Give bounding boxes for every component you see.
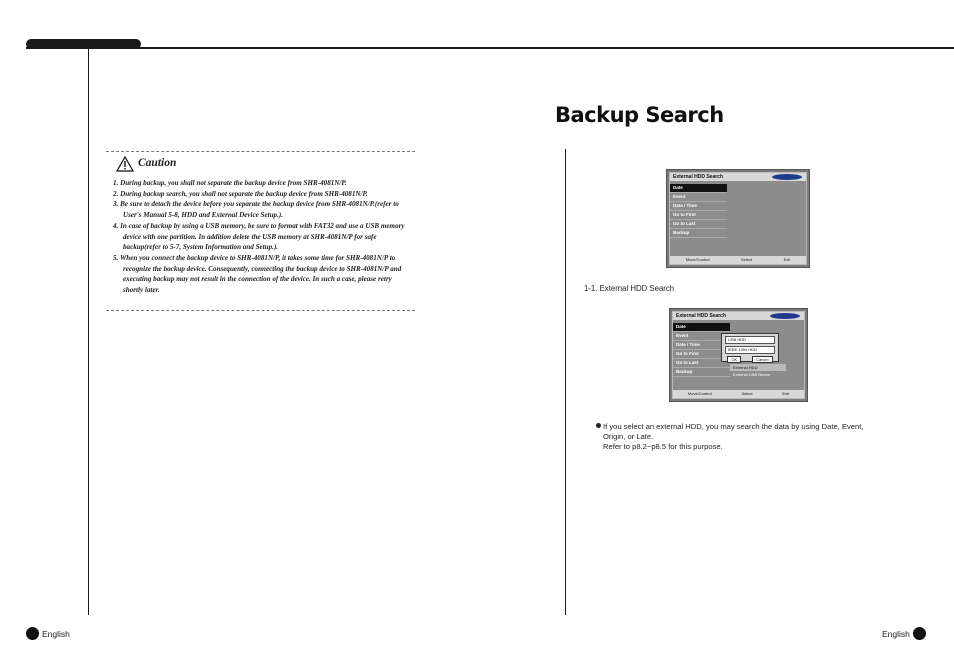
page-title: Backup Search (555, 103, 724, 127)
footer-left (26, 627, 70, 640)
footer-right (882, 627, 926, 640)
samsung-logo-icon (772, 174, 802, 180)
menu-item-go-to-first: Go to First (673, 350, 730, 359)
menu-item-date: Date (673, 323, 730, 332)
caution-box (106, 151, 415, 311)
menu-item-date: Date (670, 184, 727, 193)
left-margin-line (88, 49, 89, 615)
menu-item-go-to-last: Go to Last (670, 220, 727, 229)
footer-move-label: Move/Control (685, 257, 710, 262)
popup-cancel-button: Cancel (752, 356, 772, 363)
menu-item-event: Event (670, 193, 727, 202)
caution-title: Caution (138, 157, 177, 169)
caution-item: 4. In case of backup by using a USB memory, be sure to format with FAT32 and use a USB memory device with one partition. In addition delete the USB memory at SHR-4081N/P for safe backup(refer to 5-7, System Information and Setup.). (113, 221, 405, 252)
backup-submenu (730, 364, 786, 378)
figure-caption: 1-1. External HDD Search (584, 284, 675, 293)
footer-language-right: English (882, 628, 910, 639)
caution-item: 2. During backup search, you shall not separate the backup device from SHR-4081N/P. (113, 189, 368, 198)
menu-item-backup: Backup (670, 229, 727, 238)
note-line-3: Refer to p8.2~p8.5 for this purpose. (603, 442, 723, 452)
popup-ieee-hdd: IEEE 1394 HDD (725, 346, 775, 354)
caution-item: 1. During backup, you shall not separate the backup device from SHR-4081N/P. (113, 179, 347, 187)
popup-usb-hdd: USB HDD (725, 336, 775, 344)
submenu-external-hdd: External HDD (730, 364, 786, 371)
footer-exit-label: Exit (782, 391, 790, 396)
note-paragraph (596, 422, 896, 453)
screen-footer (673, 390, 804, 398)
samsung-logo-icon (770, 313, 800, 319)
screen-footer (670, 256, 806, 264)
submenu-external-usb: External USB Device (733, 372, 771, 377)
header-rule (26, 47, 954, 49)
menu-item-backup: Backup (673, 368, 730, 377)
screenshot-external-hdd-search (666, 169, 810, 268)
device-popup (721, 333, 779, 362)
popup-buttons (722, 356, 778, 363)
screenshot-backup-device-select (669, 308, 808, 402)
screen-title (670, 173, 806, 181)
menu-item-date-time: Date / Time (673, 341, 730, 350)
screen-title-text: External HDD Search (673, 174, 724, 180)
note-line-1: If you select an external HDD, you may search the data by using Date, Event, (603, 422, 864, 431)
footer-select-label: Select (741, 257, 753, 262)
caution-item: 5. When you connect the backup device to SHR-4081N/P, it takes some time for SHR-4081N/P to recognize the backup device. Consequently, connecting the backup device to SHR-4081N/P and executing backup may not result in the connection of the device. In such a case, please retry shortly later. (113, 253, 402, 295)
menu-item-go-to-first: Go to First (670, 211, 727, 220)
caution-header (116, 156, 176, 172)
screen-menu (670, 184, 727, 238)
caution-item: 3. Be sure to detach the device before you separate the backup device from SHR-4081N/P.(refer to User's Manual 5-8, HDD and External Device Setup.). (113, 200, 399, 220)
footer-select-label: Select (741, 391, 753, 396)
right-margin-line (565, 149, 566, 615)
note-line-2: Origin, or Late. (603, 432, 654, 442)
warning-icon (116, 156, 134, 172)
page-dot-icon (26, 627, 39, 640)
screen-title-text: External HDD Search (676, 313, 727, 319)
footer-language-left: English (42, 628, 70, 639)
popup-ok-button: OK (727, 356, 741, 363)
bullet-icon (596, 423, 601, 428)
menu-item-event: Event (673, 332, 730, 341)
footer-exit-label: Exit (783, 257, 791, 262)
page-dot-icon (913, 627, 926, 640)
caution-list (113, 178, 413, 296)
menu-item-date-time: Date / Time (670, 202, 727, 211)
footer-move-label: Move/Control (687, 391, 712, 396)
menu-item-go-to-last: Go to Last (673, 359, 730, 368)
screen-title (673, 312, 804, 320)
